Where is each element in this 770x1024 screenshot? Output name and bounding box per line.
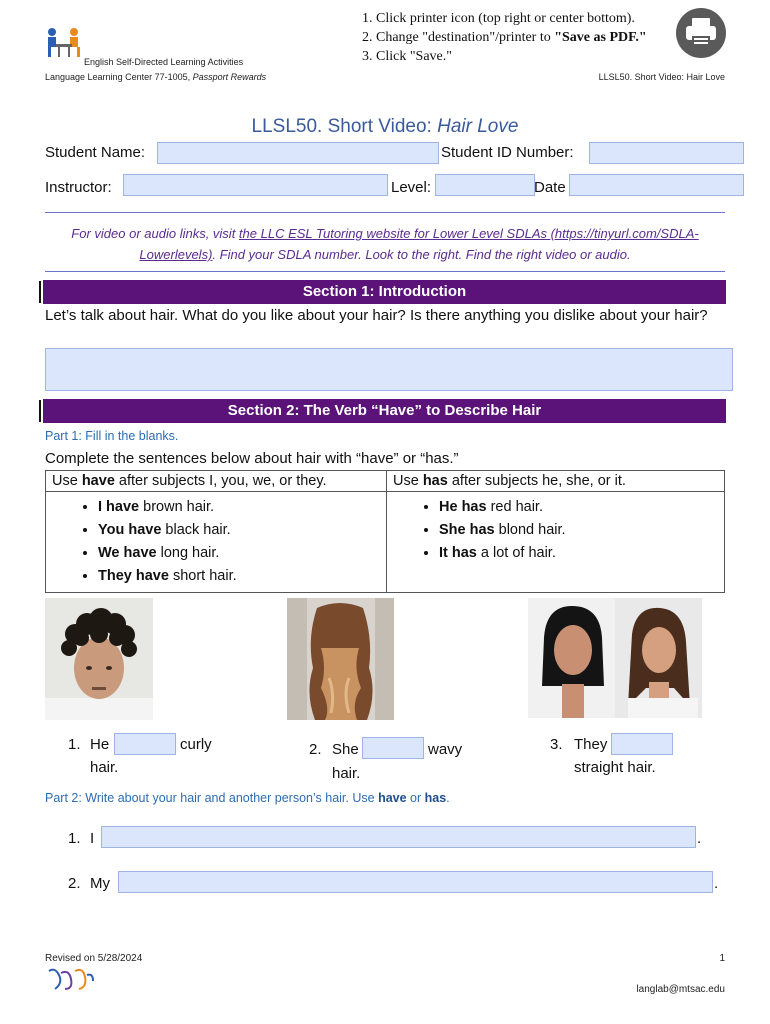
- q2-word: wavy: [428, 741, 463, 758]
- have-column-header: Use have after subjects I, you, we, or they.: [46, 471, 387, 492]
- have-examples: [46, 492, 387, 593]
- student-id-field[interactable]: [589, 142, 744, 164]
- w1-number: 1.: [68, 830, 81, 847]
- part1-label: Part 1: Fill in the blanks.: [45, 429, 179, 443]
- program-name: English Self-Directed Learning Activities: [84, 57, 244, 67]
- page-number: 1: [719, 953, 725, 964]
- part1-intro: Complete the sentences below about hair with “have” or “has.”: [45, 450, 459, 467]
- q3-number: 3.: [550, 736, 563, 753]
- section1-heading: Section 1: Introduction: [43, 280, 726, 304]
- part2-label: Part 2: Write about your hair and another person’s hair. Use have or has.: [45, 791, 450, 805]
- contact-email: langlab@mtsac.edu: [636, 984, 725, 995]
- section1-question: Let’s talk about hair. What do you like about your hair? Is there anything you dislike about your hair?: [45, 307, 708, 324]
- student-id-label: Student ID Number:: [441, 144, 574, 161]
- mtsac-logo: [45, 965, 97, 993]
- has-examples: [387, 492, 725, 593]
- q1-number: 1.: [68, 736, 81, 753]
- section-marker: [39, 400, 41, 422]
- w2-answer-field[interactable]: [118, 871, 713, 893]
- list-item: • She has blond hair.: [439, 519, 718, 542]
- instructor-label: Instructor:: [45, 179, 112, 196]
- center-italic: Passport Rewards: [192, 72, 267, 82]
- date-field[interactable]: [569, 174, 744, 196]
- w2-number: 2.: [68, 875, 81, 892]
- q2-number: 2.: [309, 741, 322, 758]
- sdla-link[interactable]: the LLC ESL Tutoring website for Lower Level SDLAs (https://tinyurl.com/SDLA-Lowerlevels): [139, 226, 699, 262]
- instruction-item: 2. Change "destination"/printer to "Save as PDF.": [376, 28, 647, 47]
- list-item: • We have long hair.: [98, 542, 380, 565]
- q1-subject: He: [90, 736, 110, 753]
- q2-subject: She: [332, 741, 359, 758]
- llc-logo: [44, 26, 84, 60]
- page-title: LLSL50. Short Video: Hair Love: [251, 116, 519, 137]
- list-item: • He has red hair.: [439, 496, 718, 519]
- level-label: Level:: [391, 179, 432, 196]
- center-line: [45, 72, 266, 82]
- list-item: • They have short hair.: [98, 565, 380, 588]
- list-item: • I have brown hair.: [98, 496, 380, 519]
- q2-blank[interactable]: [362, 737, 424, 759]
- curly-hair-photo: [45, 598, 153, 720]
- have-has-table: [45, 470, 725, 593]
- section1-answer-field[interactable]: [45, 348, 733, 391]
- straight-hair-photo: [528, 598, 702, 718]
- center-prefix: Language Learning Center 77-1005,: [45, 72, 193, 82]
- printer-icon[interactable]: [676, 8, 726, 58]
- q1-blank[interactable]: [114, 733, 176, 755]
- q1-word: curly: [180, 736, 212, 753]
- w1-answer-field[interactable]: [101, 826, 696, 848]
- wavy-hair-photo: [287, 598, 394, 720]
- date-label: Date: [534, 179, 566, 196]
- w2-start: My: [90, 875, 110, 892]
- instruction-item: 3. Click "Save.": [376, 47, 647, 66]
- level-field[interactable]: [435, 174, 535, 196]
- video-link-note: For video or audio links, visit the LLC ESL Tutoring website for Lower Level SDLAs (https://tinyurl.com/SDLA-Lowerlevels). Find your SDLA number. Look to the right. Find the right video or audio.: [71, 226, 699, 262]
- q3-subject: They: [574, 736, 608, 753]
- q2-end: hair.: [332, 765, 361, 782]
- w2-end: .: [714, 875, 719, 892]
- divider: [45, 271, 725, 272]
- print-instructions: [356, 9, 647, 66]
- list-item: • You have black hair.: [98, 519, 380, 542]
- revised-date: Revised on 5/28/2024: [45, 953, 143, 964]
- list-item: • It has a lot of hair.: [439, 542, 718, 565]
- instruction-item: 1. Click printer icon (top right or center bottom).: [376, 9, 647, 28]
- student-name-label: Student Name:: [45, 144, 146, 161]
- section2-heading: Section 2: The Verb “Have” to Describe Hair: [43, 399, 726, 423]
- doc-code: LLSL50. Short Video: Hair Love: [598, 72, 725, 82]
- section-marker: [39, 281, 41, 303]
- instructor-field[interactable]: [123, 174, 388, 196]
- divider: [45, 212, 725, 213]
- student-name-field[interactable]: [157, 142, 439, 164]
- q3-blank[interactable]: [611, 733, 673, 755]
- q3-end: straight hair.: [574, 759, 656, 776]
- q1-end: hair.: [90, 759, 119, 776]
- has-column-header: Use has after subjects he, she, or it.: [387, 471, 725, 492]
- w1-start: I: [90, 830, 95, 847]
- w1-end: .: [697, 830, 702, 847]
